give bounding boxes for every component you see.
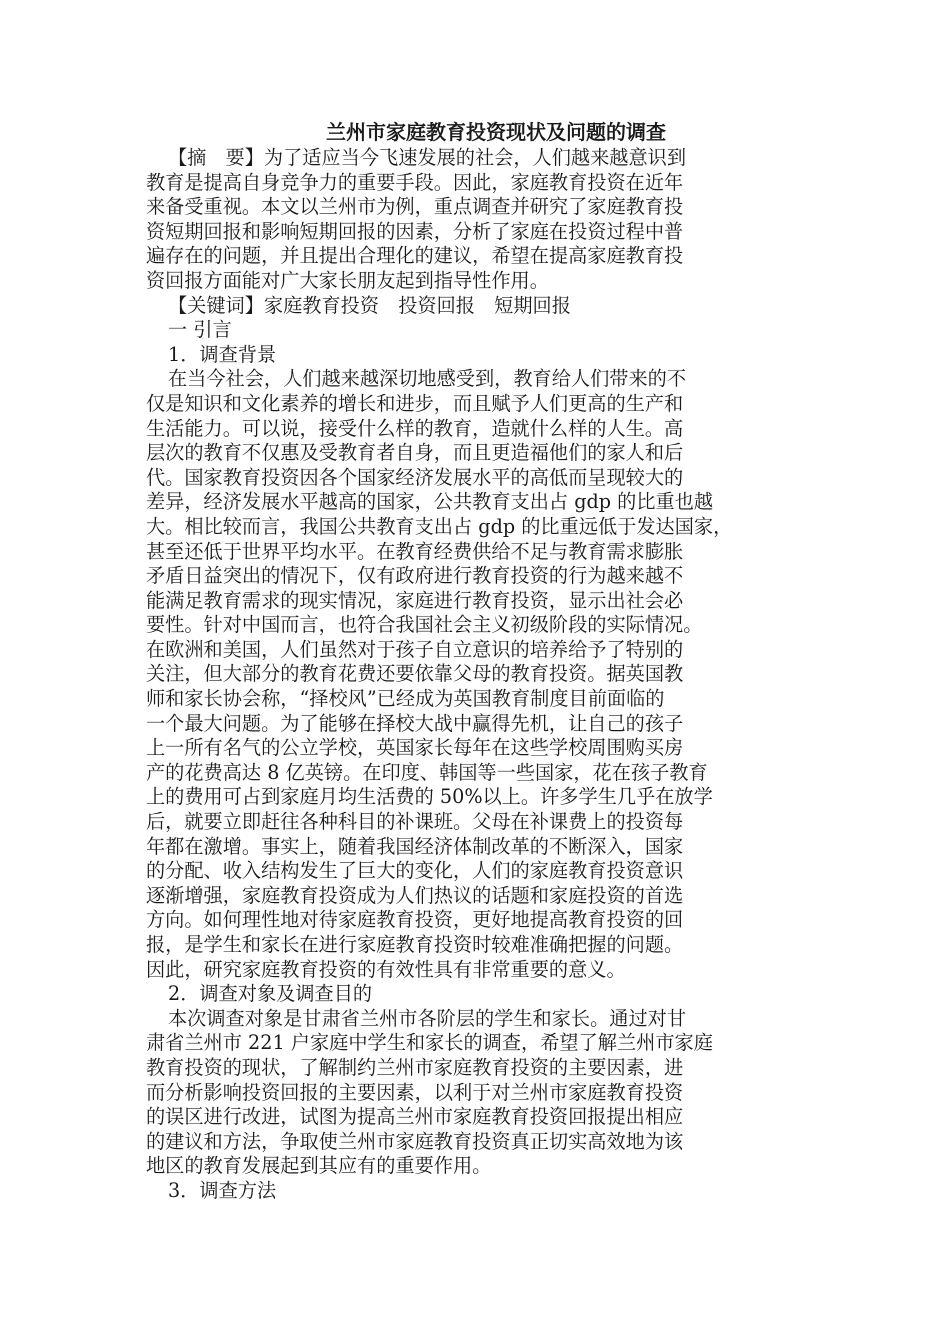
text-line: 教育是提高自身竞争力的重要手段。因此，家庭教育投资在近年 <box>146 170 684 194</box>
text-line: 因此，研究家庭教育投资的有效性具有非常重要的意义。 <box>146 957 626 981</box>
text-line: 层次的教育不仅惠及受教育者自身，而且更造福他们的家人和后 <box>146 441 684 465</box>
document-title: 兰州市家庭教育投资现状及问题的调查 <box>326 120 666 144</box>
text-line: 要性。针对中国而言，也符合我国社会主义初级阶段的实际情况。 <box>146 613 703 637</box>
text-line: 上的费用可占到家庭月均生活费的 50%以上。许多学生几乎在放学 <box>146 785 713 809</box>
text-line: 逐渐增强，家庭教育投资成为人们热议的话题和家庭投资的首选 <box>146 883 684 907</box>
text-line: 1．调查背景 <box>168 342 277 366</box>
text-line: 后，就要立即赶往各种科目的补课班。父母在补课费上的投资每 <box>146 810 684 834</box>
text-line: 本次调查对象是甘肃省兰州市各阶层的学生和家长。通过对甘 <box>168 1006 687 1030</box>
text-line: 一 引言 <box>168 318 232 342</box>
text-line: 遍存在的问题，并且提出合理化的建议，希望在提高家庭教育投 <box>146 244 684 268</box>
text-line: 的建议和方法，争取使兰州市家庭教育投资真正切实高效地为该 <box>146 1129 684 1153</box>
text-line: 在欧洲和美国，人们虽然对于孩子自立意识的培养给予了特别的 <box>146 637 684 661</box>
text-line: 资回报方面能对广大家长朋友起到指导性作用。 <box>146 268 549 292</box>
text-line: 年都在激增。事实上，随着我国经济体制改革的不断深入，国家 <box>146 834 684 858</box>
text-line: 上一所有名气的公立学校，英国家长每年在这些学校周围购买房 <box>146 736 684 760</box>
text-line: 而分析影响投资回报的主要因素，以利于对兰州市家庭教育投资 <box>146 1080 684 1104</box>
text-line: 肃省兰州市 221 户家庭中学生和家长的调查，希望了解兰州市家庭 <box>146 1031 713 1055</box>
text-line: 代。国家教育投资因各个国家经济发展水平的高低而呈现较大的 <box>146 465 684 489</box>
text-line: 甚至还低于世界平均水平。在教育经费供给不足与教育需求膨胀 <box>146 539 684 563</box>
text-line: 大。相比较而言，我国公共教育支出占 gdp 的比重远低于发达国家， <box>146 514 733 538</box>
text-line: 来备受重视。本文以兰州市为例，重点调查并研究了家庭教育投 <box>146 195 684 219</box>
document-body <box>146 146 806 1204</box>
text-line: 地区的教育发展起到其应有的重要作用。 <box>146 1154 492 1178</box>
text-line: 教育投资的现状，了解制约兰州市家庭教育投资的主要因素，进 <box>146 1055 684 1079</box>
text-line: 生活能力。可以说，接受什么样的教育，造就什么样的人生。高 <box>146 416 684 440</box>
text-line: 在当今社会，人们越来越深切地感受到，教育给人们带来的不 <box>168 367 687 391</box>
text-line: 2．调查对象及调查目的 <box>168 982 373 1006</box>
text-line: 资短期回报和影响短期回报的因素，分析了家庭在投资过程中普 <box>146 219 684 243</box>
text-line: 的分配、收入结构发生了巨大的变化，人们的家庭教育投资意识 <box>146 859 684 883</box>
text-line: 的误区进行改进，试图为提高兰州市家庭教育投资回报提出相应 <box>146 1105 684 1129</box>
document-page <box>146 118 806 1204</box>
text-line: 师和家长协会称，“择校风”已经成为英国教育制度目前面临的 <box>146 687 665 711</box>
text-line: 【关键词】家庭教育投资 投资回报 短期回报 <box>168 293 571 317</box>
text-line: 产的花费高达 8 亿英镑。在印度、韩国等一些国家，花在孩子教育 <box>146 760 708 784</box>
text-line: 仅是知识和文化素养的增长和进步，而且赋予人们更高的生产和 <box>146 391 684 415</box>
text-line: 一个最大问题。为了能够在择校大战中赢得先机，让自己的孩子 <box>146 711 684 735</box>
text-line: 关注，但大部分的教育花费还要依靠父母的教育投资。据英国教 <box>146 662 684 686</box>
text-line: 方向。如何理性地对待家庭教育投资，更好地提高教育投资的回 <box>146 908 684 932</box>
text-line: 能满足教育需求的现实情况，家庭进行教育投资，显示出社会必 <box>146 588 684 612</box>
text-line: 【摘 要】为了适应当今飞速发展的社会，人们越来越意识到 <box>168 146 687 169</box>
text-line: 矛盾日益突出的情况下，仅有政府进行教育投资的行为越来越不 <box>146 564 684 588</box>
text-line: 3．调查方法 <box>168 1178 277 1202</box>
text-line: 报，是学生和家长在进行家庭教育投资时较难准确把握的问题。 <box>146 933 684 956</box>
text-line: 差异，经济发展水平越高的国家，公共教育支出占 gdp 的比重也越 <box>146 490 714 514</box>
